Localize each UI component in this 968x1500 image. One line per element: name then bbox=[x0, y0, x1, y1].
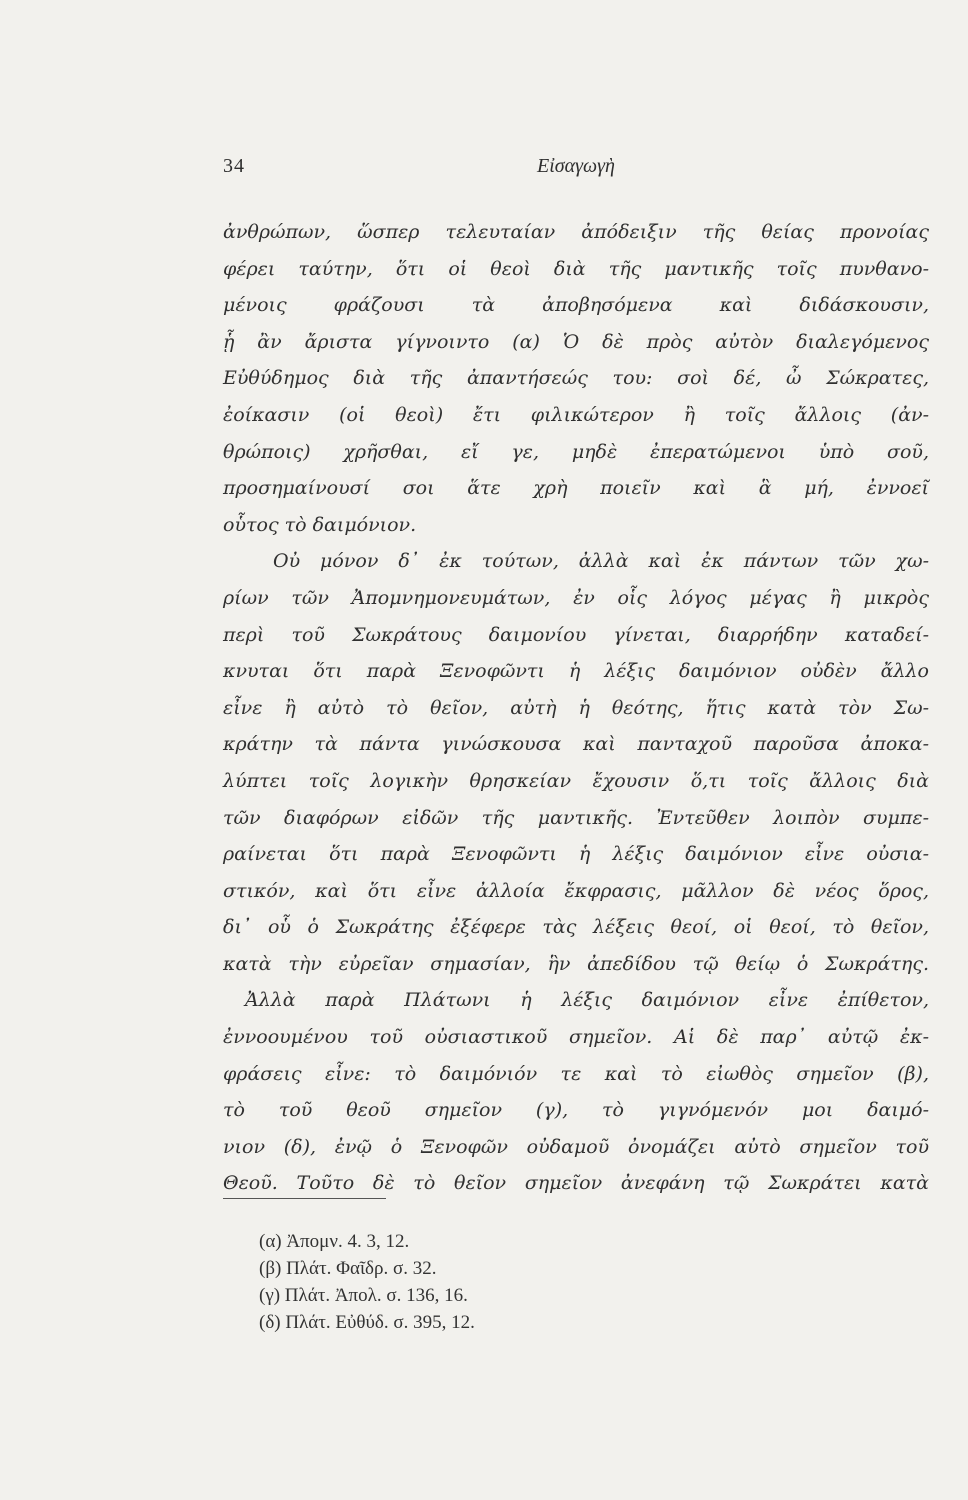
paragraph-start-line: Οὐ μόνον δ᾽ ἐκ τούτων, ἀλλὰ καὶ ἐκ πάντων τῶν χω- bbox=[273, 550, 929, 573]
text-line: περὶ τοῦ Σωκράτους δαιμονίου γίνεται, διαρρήδην καταδεί- bbox=[223, 623, 929, 646]
footnote-divider bbox=[223, 1198, 386, 1199]
text-line: κράτην τὰ πάντα γινώσκουσα καὶ πανταχοῦ παροῦσα ἀποκα- bbox=[223, 733, 929, 756]
text-line: φράσεις εἶνε: τὸ δαιμόνιόν τε καὶ τὸ εἰωθὸς σημεῖον (β), bbox=[223, 1062, 929, 1085]
running-title: Εἰσαγωγὴ bbox=[537, 155, 615, 177]
paragraph-start-line: Ἀλλὰ παρὰ Πλάτωνι ἡ λέξις δαιμόνιον εἶνε ἐπίθετον, bbox=[245, 989, 929, 1012]
text-line: ᾗ ἂν ἄριστα γίγνοιντο (α) Ὁ δὲ πρὸς αὐτὸν διαλεγόμενος bbox=[223, 330, 929, 353]
text-line: ρίων τῶν Ἀπομνημονευμάτων, ἐν οἷς λόγος μέγας ἢ μικρὸς bbox=[223, 586, 929, 609]
text-line: ραίνεται ὅτι παρὰ Ξενοφῶντι ἡ λέξις δαιμόνιον εἶνε οὐσια- bbox=[223, 843, 929, 866]
text-line: ἐννοουμένου τοῦ οὐσιαστικοῦ σημεῖον. Αἱ δὲ παρ᾽ αὐτῷ ἐκ- bbox=[223, 1026, 929, 1049]
page-header bbox=[223, 155, 929, 185]
footnote-delta: (δ) Πλάτ. Εὐθύδ. σ. 395, 12. bbox=[259, 1312, 475, 1333]
text-line: δι᾽ οὗ ὁ Σωκράτης ἐξέφερε τὰς λέξεις θεοί, οἱ θεοί, τὸ θεῖον, bbox=[223, 916, 929, 939]
text-line: κατὰ τὴν εὐρεῖαν σημασίαν, ἣν ἀπεδίδου τῷ θείῳ ὁ Σωκράτης. bbox=[223, 952, 929, 975]
main-text bbox=[223, 214, 929, 1202]
text-line: Θεοῦ. Τοῦτο δὲ τὸ θεῖον σημεῖον ἀνεφάνη τῷ Σωκράτει κατὰ bbox=[223, 1172, 929, 1195]
text-line: ἀνθρώπων, ὥσπερ τελευταίαν ἀπόδειξιν τῆς θείας προνοίας bbox=[223, 221, 929, 243]
text-line: Εὐθύδημος διὰ τῆς ἀπαντήσεώς του: σοὶ δέ, ὦ Σώκρατες, bbox=[223, 367, 929, 390]
footnote-gamma: (γ) Πλάτ. Ἀπολ. σ. 136, 16. bbox=[259, 1285, 468, 1306]
text-line: στικόν, καὶ ὅτι εἶνε ἀλλοία ἔκφρασις, μᾶλλον δὲ νέος ὅρος, bbox=[223, 879, 929, 902]
text-line: νιον (δ), ἐνῷ ὁ Ξενοφῶν οὐδαμοῦ ὀνομάζει αὐτὸ σημεῖον τοῦ bbox=[223, 1135, 929, 1158]
text-line: μένοις φράζουσι τὰ ἀποβησόμενα καὶ διδάσκουσιν, bbox=[223, 294, 929, 317]
footnote-alpha: (α) Ἀπομν. 4. 3, 12. bbox=[259, 1231, 410, 1252]
text-line: κνυται ὅτι παρὰ Ξενοφῶντι ἡ λέξις δαιμόνιον οὐδὲν ἄλλο bbox=[223, 660, 929, 683]
text-line: θρώποις) χρῆσθαι, εἴ γε, μηδὲ ἐπερατώμενοι ὑπὸ σοῦ, bbox=[223, 440, 929, 463]
page-number: 34 bbox=[223, 155, 245, 177]
text-line: τῶν διαφόρων εἰδῶν τῆς μαντικῆς. Ἐντεῦθεν λοιπὸν συμπε- bbox=[223, 806, 929, 829]
footnote-beta: (β) Πλάτ. Φαῖδρ. σ. 32. bbox=[259, 1258, 437, 1279]
text-line: ἐοίκασιν (οἱ θεοὶ) ἔτι φιλικώτερον ἢ τοῖς ἄλλοις (ἀν- bbox=[223, 403, 929, 426]
text-line: φέρει ταύτην, ὅτι οἱ θεοὶ διὰ τῆς μαντικῆς τοῖς πυνθανο- bbox=[223, 257, 929, 280]
text-line: λύπτει τοῖς λογικὴν θρησκείαν ἔχουσιν ὅ,τι τοῖς ἄλλοις διὰ bbox=[223, 769, 929, 792]
text-line: τὸ τοῦ θεοῦ σημεῖον (γ), τὸ γιγνόμενόν μοι δαιμό- bbox=[223, 1099, 929, 1122]
footnotes bbox=[259, 1228, 475, 1336]
text-line: προσημαίνουσί σοι ἅτε χρὴ ποιεῖν καὶ ἃ μή, ἐννοεῖ bbox=[223, 477, 929, 500]
text-line: οὗτος τὸ δαιμόνιον. bbox=[223, 513, 417, 536]
text-line: εἶνε ἢ αὐτὸ τὸ θεῖον, αὐτὴ ἡ θεότης, ἥτις κατὰ τὸν Σω- bbox=[223, 696, 929, 719]
